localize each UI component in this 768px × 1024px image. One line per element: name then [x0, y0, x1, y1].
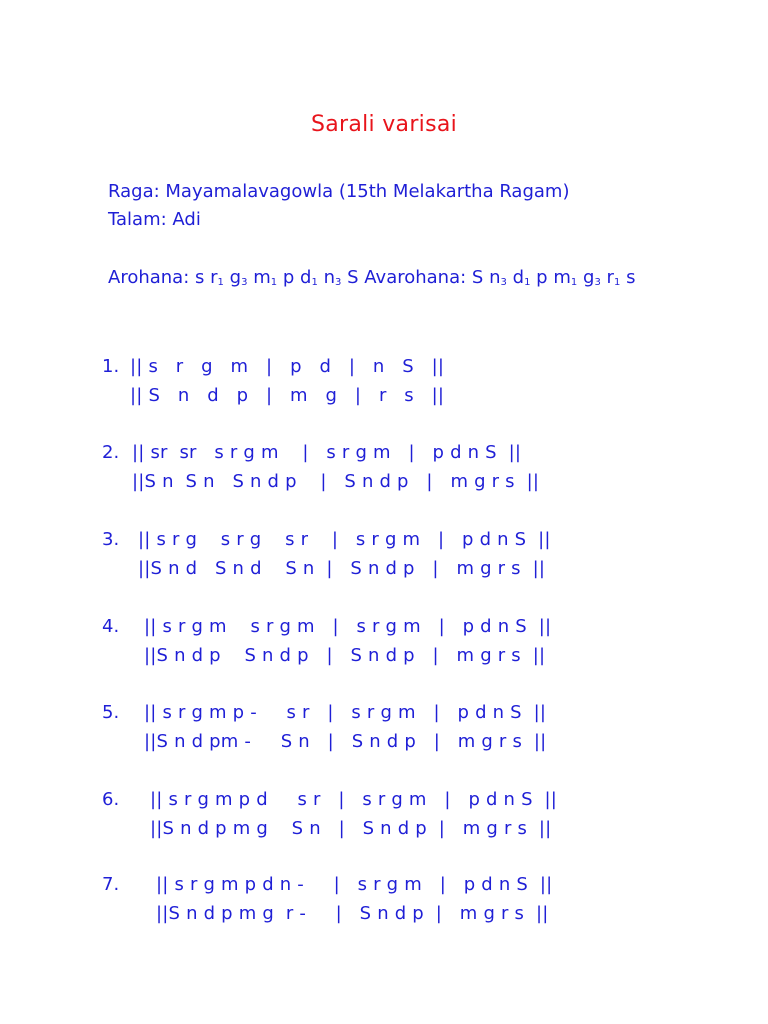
exercise-2-line-2: ||S n S n S n d p | S n d p | m g r s ||	[132, 471, 540, 492]
talam-line: Talam: Adi	[108, 209, 201, 230]
avarohana-notes	[472, 267, 636, 288]
avarohana-note: p	[536, 267, 548, 288]
arohana-note: S	[347, 267, 359, 288]
avarohana-note-subscript: 3	[594, 277, 601, 288]
exercise-2-number: 2.	[102, 442, 120, 463]
exercise-1-number: 1.	[102, 356, 120, 377]
exercise-5-line-2: ||S n d pm - S n | S n d p | m g r s ||	[144, 731, 547, 752]
avarohana-note: $r_1$	[606, 267, 621, 288]
avarohana-note: $g_3$	[583, 267, 601, 288]
avarohana-note-subscript: 1	[613, 277, 621, 288]
arohana-note-subscript: 1	[270, 277, 278, 288]
avarohana-note-subscript: 1	[524, 277, 531, 288]
arohana-note: $n_3$	[323, 267, 342, 288]
avarohana-note: S	[471, 267, 484, 288]
arohana-note-subscript: 1	[311, 277, 318, 288]
exercise-1-line-2: || S n d p | m g | r s ||	[130, 385, 445, 406]
arohana-note: $r_1$	[210, 267, 224, 288]
avarohana-note-subscript: 3	[500, 277, 507, 288]
arohana-note: s	[195, 267, 205, 288]
arohana-note-subscript: 3	[241, 277, 248, 288]
arohana-label: Arohana:	[108, 267, 190, 288]
exercise-3-line-1: || s r g s r g s r | s r g m | p d n S ||	[138, 529, 551, 550]
arohana-note: p	[282, 267, 295, 288]
exercise-7-line-2: ||S n d p m g r - | S n d p | m g r s ||	[156, 903, 549, 924]
arohana-notes	[195, 267, 359, 288]
exercise-6-line-2: ||S n d p m g S n | S n d p | m g r s ||	[150, 818, 552, 839]
arohana-note-subscript: 1	[217, 277, 224, 288]
avarohana-note-subscript: 1	[570, 277, 578, 288]
scale-line	[108, 267, 635, 288]
avarohana-note: $d_1$	[512, 267, 531, 288]
arohana-note: $m_1$	[253, 267, 278, 288]
exercise-4-line-2: ||S n d p S n d p | S n d p | m g r s ||	[144, 645, 546, 666]
exercise-4-line-1: || s r g m s r g m | s r g m | p d n S ||	[144, 616, 552, 637]
exercise-5-line-1: || s r g m p - s r | s r g m | p d n S ||	[144, 702, 547, 723]
arohana-note-subscript: 3	[335, 277, 342, 288]
exercise-4-number: 4.	[102, 616, 120, 637]
avarohana-note: $m_1$	[553, 267, 578, 288]
exercise-3-number: 3.	[102, 529, 120, 550]
avarohana-note: s	[626, 267, 636, 288]
exercise-6-number: 6.	[102, 789, 120, 810]
exercise-5-number: 5.	[102, 702, 120, 723]
exercise-6-line-1: || s r g m p d s r | s r g m | p d n S ||	[150, 789, 558, 810]
exercise-2-line-1: || sr sr s r g m | s r g m | p d n S ||	[132, 442, 522, 463]
raga-line: Raga: Mayamalavagowla (15th Melakartha Ragam)	[108, 181, 570, 202]
arohana-note: $g_3$	[229, 267, 248, 288]
arohana-note: $d_1$	[300, 267, 318, 288]
exercise-7-line-1: || s r g m p d n - | s r g m | p d n S ||	[156, 874, 553, 895]
exercise-7-number: 7.	[102, 874, 120, 895]
page-title: Sarali varisai	[310, 112, 458, 137]
exercise-1-line-1: || s r g m | p d | n S ||	[130, 356, 445, 377]
exercise-3-line-2: ||S n d S n d S n | S n d p | m g r s ||	[138, 558, 546, 579]
avarohana-label: Avarohana:	[364, 267, 467, 288]
avarohana-note: $n_3$	[489, 267, 507, 288]
